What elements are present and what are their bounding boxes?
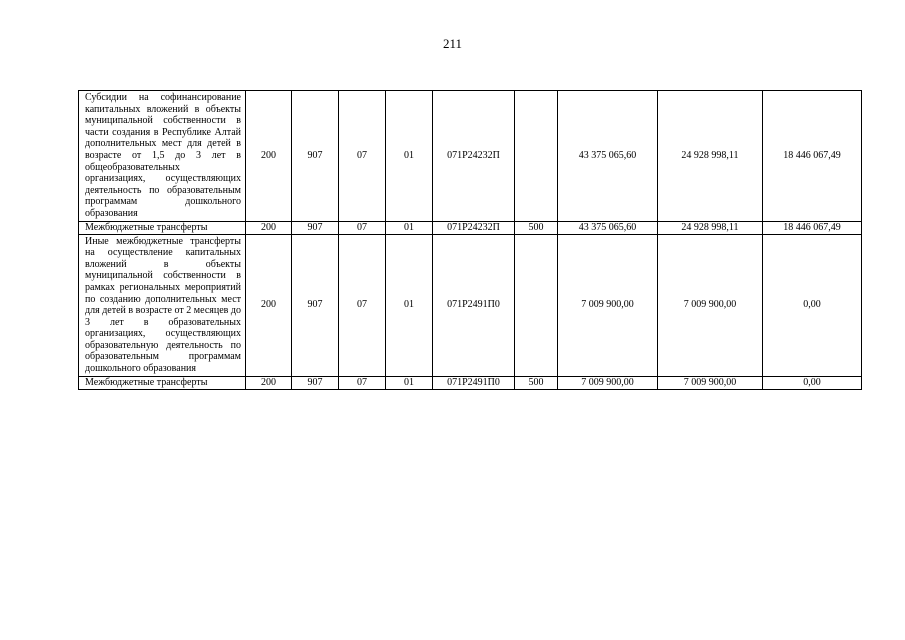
cell-c2: 907 [292, 376, 339, 389]
cell-code: 071P24232П [433, 221, 515, 234]
cell-amount-1: 43 375 065,60 [558, 91, 658, 222]
budget-table [78, 90, 862, 390]
cell-c3: 07 [339, 376, 386, 389]
description-cell: Межбюджетные трансферты [79, 221, 246, 234]
description-cell: Субсидии на софинансирование капитальных вложений в объекты муниципальной собственности в части создания в Республике Алтай дополнительных мест для детей в возрасте от 1,5 до 3 лет в общеобразовательных организациях, осуществляющих деятельность по образовательным программам дошкольного образования [79, 91, 246, 222]
cell-code: 071P2491П0 [433, 376, 515, 389]
cell-c4: 01 [386, 376, 433, 389]
cell-type [515, 91, 558, 222]
table-row [79, 91, 862, 222]
cell-amount-1: 7 009 900,00 [558, 234, 658, 376]
table-row [79, 376, 862, 389]
table-row [79, 234, 862, 376]
cell-c4: 01 [386, 221, 433, 234]
cell-amount-3: 0,00 [763, 234, 862, 376]
cell-amount-1: 43 375 065,60 [558, 221, 658, 234]
cell-c4: 01 [386, 234, 433, 376]
cell-code: 071P24232П [433, 91, 515, 222]
description-cell: Иные межбюджетные трансферты на осуществление капитальных вложений в объекты муниципальной собственности в рамках региональных мероприятий по созданию дополнительных мест для детей в возрасте от 2 месяцев до 3 лет в образовательных организациях, осуществляющих образовательную деятельность по образовательным программам дошкольного образования [79, 234, 246, 376]
cell-code: 071P2491П0 [433, 234, 515, 376]
cell-amount-2: 7 009 900,00 [658, 376, 763, 389]
cell-c2: 907 [292, 91, 339, 222]
table-row [79, 221, 862, 234]
cell-c1: 200 [246, 376, 292, 389]
cell-c2: 907 [292, 221, 339, 234]
cell-c2: 907 [292, 234, 339, 376]
cell-c1: 200 [246, 91, 292, 222]
cell-type: 500 [515, 221, 558, 234]
cell-c3: 07 [339, 91, 386, 222]
cell-c4: 01 [386, 91, 433, 222]
cell-amount-2: 24 928 998,11 [658, 91, 763, 222]
cell-c1: 200 [246, 221, 292, 234]
page-number: 211 [442, 36, 463, 51]
cell-amount-1: 7 009 900,00 [558, 376, 658, 389]
cell-amount-3: 0,00 [763, 376, 862, 389]
cell-amount-3: 18 446 067,49 [763, 221, 862, 234]
cell-type [515, 234, 558, 376]
cell-c1: 200 [246, 234, 292, 376]
cell-amount-2: 7 009 900,00 [658, 234, 763, 376]
cell-amount-3: 18 446 067,49 [763, 91, 862, 222]
cell-amount-2: 24 928 998,11 [658, 221, 763, 234]
cell-c3: 07 [339, 234, 386, 376]
cell-type: 500 [515, 376, 558, 389]
cell-c3: 07 [339, 221, 386, 234]
description-cell: Межбюджетные трансферты [79, 376, 246, 389]
